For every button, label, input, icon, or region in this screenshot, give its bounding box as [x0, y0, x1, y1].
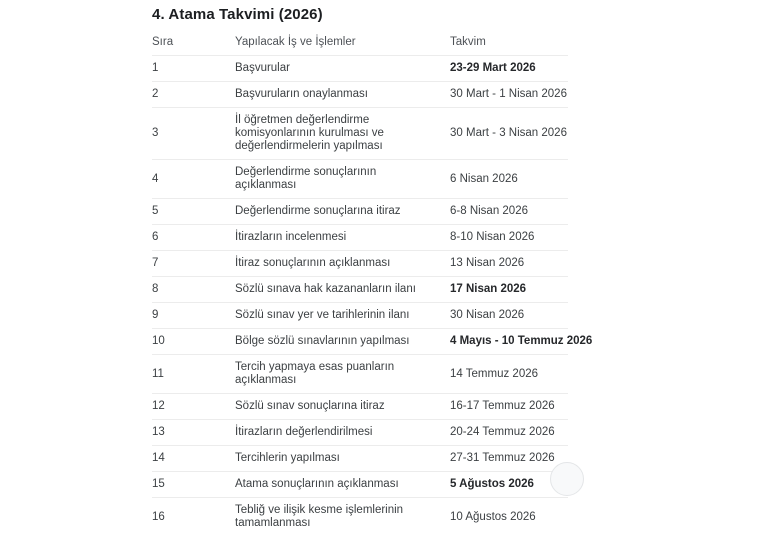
row-number: 5: [152, 205, 159, 217]
schedule-table: [152, 31, 593, 536]
row-number: 2: [152, 88, 159, 100]
row-number: 11: [152, 367, 164, 380]
table-row: [152, 82, 568, 108]
row-date: 4 Mayıs - 10 Temmuz 2026: [450, 335, 593, 347]
row-task: İtirazların değerlendirilmesi: [235, 426, 373, 438]
row-number: 6: [152, 231, 159, 243]
row-number: 1: [152, 62, 159, 74]
row-date: 20-24 Temmuz 2026: [450, 426, 555, 438]
row-number: 8: [152, 283, 159, 295]
table-header-row: [152, 31, 568, 56]
row-task: Tercih yapmaya esas puanların açıklanması: [235, 361, 395, 386]
row-task: Tercihlerin yapılması: [235, 452, 340, 464]
row-number: 14: [152, 452, 165, 464]
row-number: 12: [152, 400, 165, 412]
column-header-sira: Sıra: [152, 36, 174, 48]
row-date: 17 Nisan 2026: [450, 283, 527, 295]
row-number: 13: [152, 426, 165, 438]
row-task: Bölge sözlü sınavlarının yapılması: [235, 335, 410, 347]
row-task: Sözlü sınav sonuçlarına itiraz: [235, 400, 385, 412]
row-date: 5 Ağustos 2026: [450, 478, 534, 490]
row-task: Başvuruların onaylanması: [235, 88, 368, 100]
table-row: [152, 56, 568, 82]
column-header-takvim: Takvim: [450, 36, 486, 48]
column-header-task: Yapılacak İş ve İşlemler: [235, 36, 356, 48]
row-task: Başvurular: [235, 62, 290, 74]
scroll-top-button-partial[interactable]: [550, 462, 584, 496]
table-row: [152, 303, 568, 329]
table-row: [152, 199, 568, 225]
table-row: [152, 472, 568, 498]
row-task: İtirazların incelenmesi: [235, 231, 347, 243]
row-date: 30 Mart - 3 Nisan 2026: [450, 127, 567, 139]
row-task: Sözlü sınava hak kazananların ilanı: [235, 283, 416, 295]
row-date: 14 Temmuz 2026: [450, 367, 539, 380]
row-number: 10: [152, 335, 165, 347]
table-row: [152, 225, 568, 251]
row-date: 13 Nisan 2026: [450, 257, 525, 269]
row-task: Atama sonuçlarının açıklanması: [235, 478, 399, 490]
row-date: 23-29 Mart 2026: [450, 62, 536, 74]
section-title: 4. Atama Takvimi (2026): [152, 6, 323, 23]
table-row: [152, 420, 568, 446]
row-date: 8-10 Nisan 2026: [450, 231, 535, 243]
row-number: 15: [152, 478, 165, 490]
row-number: 3: [152, 127, 159, 139]
row-task: İl öğretmen değerlendirme komisyonlarının kurulması ve değerlendirmelerin yapılması: [235, 114, 384, 152]
table-row: [152, 108, 568, 160]
row-date: 10 Ağustos 2026: [450, 510, 536, 523]
table-row: [152, 277, 568, 303]
table-row: [152, 394, 568, 420]
table-row: [152, 251, 568, 277]
row-date: 27-31 Temmuz 2026: [450, 452, 555, 464]
row-task: Değerlendirme sonuçlarına itiraz: [235, 205, 401, 217]
row-number: 16: [152, 510, 165, 523]
table-row: [152, 355, 568, 394]
table-row: [152, 329, 593, 355]
row-date: 30 Nisan 2026: [450, 309, 525, 321]
row-number: 7: [152, 257, 159, 269]
table-row: [152, 446, 568, 472]
row-date: 6-8 Nisan 2026: [450, 205, 528, 217]
row-task: Sözlü sınav yer ve tarihlerinin ilanı: [235, 309, 410, 321]
row-date: 16-17 Temmuz 2026: [450, 400, 555, 412]
table-row: [152, 498, 568, 536]
schedule-section: [152, 6, 593, 536]
row-task: İtiraz sonuçlarının açıklanması: [235, 257, 391, 269]
row-task: Tebliğ ve ilişik kesme işlemlerinin tamamlanması: [235, 504, 404, 529]
row-number: 4: [152, 172, 159, 185]
table-row: [152, 160, 568, 199]
table-body: [152, 56, 593, 536]
row-number: 9: [152, 309, 159, 321]
row-task: Değerlendirme sonuçlarının açıklanması: [235, 166, 377, 191]
row-date: 6 Nisan 2026: [450, 172, 518, 185]
row-date: 30 Mart - 1 Nisan 2026: [450, 88, 567, 100]
